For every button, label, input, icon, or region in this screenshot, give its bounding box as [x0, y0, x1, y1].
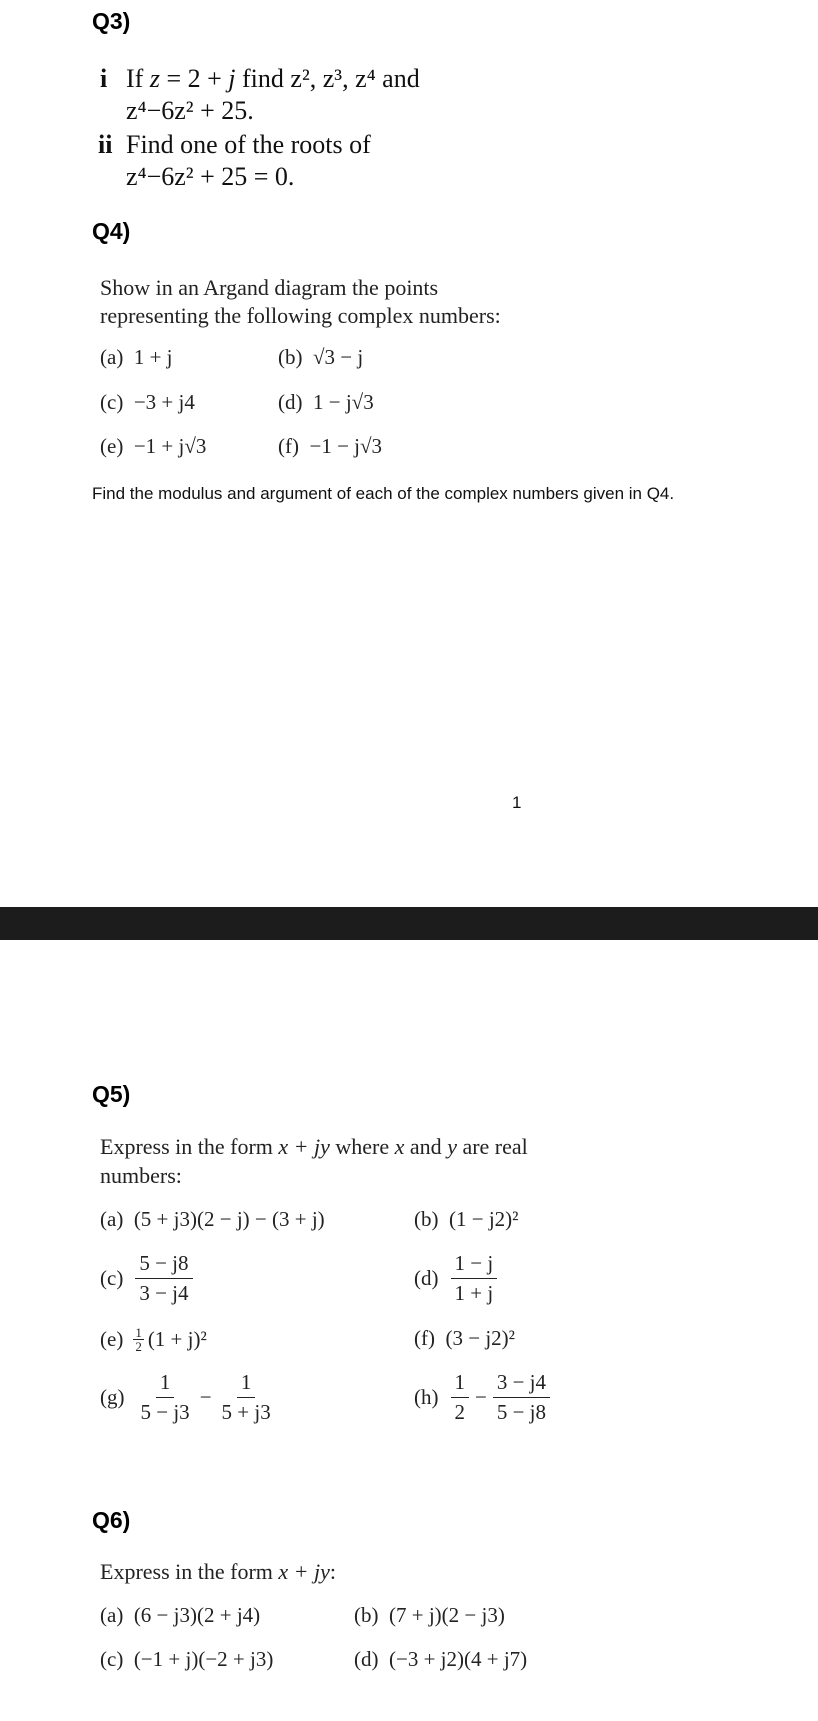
- q3-part-ii-line2: z⁴−6z² + 25 = 0.: [126, 162, 295, 191]
- q5-option-c-label: (c): [100, 1266, 124, 1290]
- q4-option-a-expr: 1 + j: [133, 345, 173, 369]
- q5-option-h-denominator-2: 5 − j8: [496, 1400, 547, 1424]
- q4-option-f-expr: −1 − j√3: [309, 434, 383, 458]
- q5-option-f-label: (f): [414, 1326, 435, 1350]
- q5-option-h-minus: −: [475, 1385, 487, 1409]
- q5-option-h-numerator-2: 3 − j4: [493, 1370, 550, 1398]
- q5-intro-real: are real: [456, 1134, 528, 1159]
- q5-option-e-half: [133, 1326, 144, 1353]
- q5-option-d-label: (d): [414, 1266, 439, 1290]
- q5-option-d-denominator: 1 + j: [454, 1281, 494, 1305]
- q5-option-a-label: (a): [100, 1207, 124, 1231]
- q5-option-e-half-num: 1: [135, 1325, 142, 1340]
- q5-option-f: [414, 1326, 515, 1351]
- q5-option-g-denominator-1: 5 − j3: [140, 1400, 190, 1424]
- q5-option-b-expr: (1 − j2)²: [449, 1207, 519, 1231]
- q5-intro-where: where: [329, 1134, 395, 1159]
- q5-intro-y: y: [447, 1134, 457, 1159]
- q6-option-b: [354, 1603, 505, 1628]
- q5-heading: Q5): [92, 1081, 131, 1107]
- q5-option-c-numerator: 5 − j8: [135, 1251, 192, 1279]
- q5-option-d-fraction: [451, 1251, 498, 1306]
- q5-option-c: [100, 1251, 193, 1306]
- q4-option-a-label: (a): [100, 345, 124, 369]
- q3-part-i-label: i: [100, 64, 108, 93]
- page-divider: [0, 907, 818, 940]
- q5-intro-form: x + jy: [278, 1134, 330, 1159]
- q6-option-c-label: (c): [100, 1647, 124, 1671]
- q6-option-c: [100, 1647, 273, 1672]
- q4-option-f: [278, 434, 382, 459]
- q5-option-a-expr: (5 + j3)(2 − j) − (3 + j): [133, 1207, 325, 1231]
- q6-intro-colon: :: [329, 1559, 337, 1584]
- q4-option-d-label: (d): [278, 390, 303, 414]
- q6-option-d-label: (d): [354, 1647, 379, 1671]
- q5-option-e-label: (e): [100, 1327, 124, 1351]
- q6-option-a: [100, 1603, 260, 1628]
- q3-var-z: z: [149, 64, 160, 93]
- q5-option-f-expr: (3 − j2)²: [445, 1326, 515, 1350]
- q5-option-g-minus: −: [199, 1385, 212, 1409]
- q5-option-d-numerator: 1 − j: [451, 1251, 498, 1279]
- q5-option-g-fraction-1: [137, 1370, 194, 1425]
- q5-option-g-label: (g): [100, 1385, 125, 1409]
- q5-intro-line2: numbers:: [100, 1163, 182, 1188]
- q6-option-c-expr: (−1 + j)(−2 + j3): [133, 1647, 274, 1671]
- q4-followup: Find the modulus and argument of each of the complex numbers given in Q4.: [92, 484, 675, 503]
- q4-option-e-expr: −1 + j√3: [133, 434, 207, 458]
- q5-intro-line1: [100, 1134, 528, 1160]
- q5-option-c-denominator: 3 − j4: [139, 1281, 189, 1305]
- q3-heading: Q3): [92, 8, 131, 34]
- q5-intro-x: x: [394, 1134, 405, 1159]
- q6-intro: [100, 1559, 336, 1585]
- q4-option-b-expr: √3 − j: [313, 345, 364, 369]
- q4-option-b: [278, 345, 363, 370]
- q5-option-b: [414, 1207, 518, 1232]
- q5-option-g-numerator-1: 1: [156, 1370, 175, 1398]
- q5-option-h: [414, 1370, 550, 1425]
- q6-intro-form: x + jy: [278, 1559, 330, 1584]
- q6-option-b-expr: (7 + j)(2 − j3): [389, 1603, 505, 1627]
- q3-part-i-text: If: [126, 64, 150, 93]
- q4-option-d: [278, 390, 374, 415]
- q4-option-f-label: (f): [278, 434, 299, 458]
- q4-heading: Q4): [92, 218, 131, 244]
- q3-part-i-line2: z⁴−6z² + 25.: [126, 96, 254, 125]
- q5-intro-and: and: [404, 1134, 448, 1159]
- q5-option-b-label: (b): [414, 1207, 439, 1231]
- q5-option-e-expr: (1 + j)²: [147, 1327, 207, 1351]
- q6-option-a-expr: (6 − j3)(2 + j4): [133, 1603, 261, 1627]
- q5-option-h-label: (h): [414, 1385, 439, 1409]
- q3-part-ii-line1: Find one of the roots of: [126, 130, 371, 159]
- q3-var-j: j: [228, 64, 236, 93]
- q4-option-c: [100, 390, 195, 415]
- q6-option-b-label: (b): [354, 1603, 379, 1627]
- q5-option-d: [414, 1251, 497, 1306]
- q4-option-a: [100, 345, 173, 370]
- q5-option-g-fraction-2: [218, 1370, 275, 1425]
- q6-option-d-expr: (−3 + j2)(4 + j7): [389, 1647, 528, 1671]
- q3-part-i-equals: = 2 +: [159, 64, 229, 93]
- q4-option-e-label: (e): [100, 434, 124, 458]
- q6-option-a-label: (a): [100, 1603, 124, 1627]
- q5-option-g: [100, 1370, 275, 1425]
- q5-option-a: [100, 1207, 325, 1232]
- q6-option-d: [354, 1647, 527, 1672]
- q4-option-b-label: (b): [278, 345, 303, 369]
- q3-part-ii-label: ii: [98, 130, 113, 159]
- q4-option-c-expr: −3 + j4: [133, 390, 195, 414]
- q5-option-c-fraction: [135, 1251, 192, 1306]
- q4-option-d-expr: 1 − j√3: [313, 390, 374, 414]
- q5-option-g-numerator-2: 1: [237, 1370, 256, 1398]
- q3-part-i-line1: [126, 64, 420, 94]
- q3-part-i-find: find z², z³, z⁴ and: [235, 64, 420, 93]
- q4-intro-line2: representing the following complex numbers:: [100, 303, 501, 328]
- q5-intro-text: Express in the form: [100, 1134, 279, 1159]
- q5-option-h-fraction-2: [493, 1370, 550, 1425]
- q5-option-h-fraction-1: [451, 1370, 470, 1425]
- q5-option-e-half-den: 2: [135, 1339, 142, 1354]
- q6-heading: Q6): [92, 1507, 131, 1533]
- q5-option-e: [100, 1326, 207, 1353]
- q5-option-h-numerator-1: 1: [451, 1370, 470, 1398]
- q6-intro-text: Express in the form: [100, 1559, 279, 1584]
- q4-option-e: [100, 434, 206, 459]
- page-number: 1: [512, 793, 522, 812]
- q5-option-h-denominator-1: 2: [454, 1400, 465, 1424]
- q5-option-g-denominator-2: 5 + j3: [221, 1400, 271, 1424]
- q4-intro-line1: Show in an Argand diagram the points: [100, 275, 439, 300]
- q4-option-c-label: (c): [100, 390, 124, 414]
